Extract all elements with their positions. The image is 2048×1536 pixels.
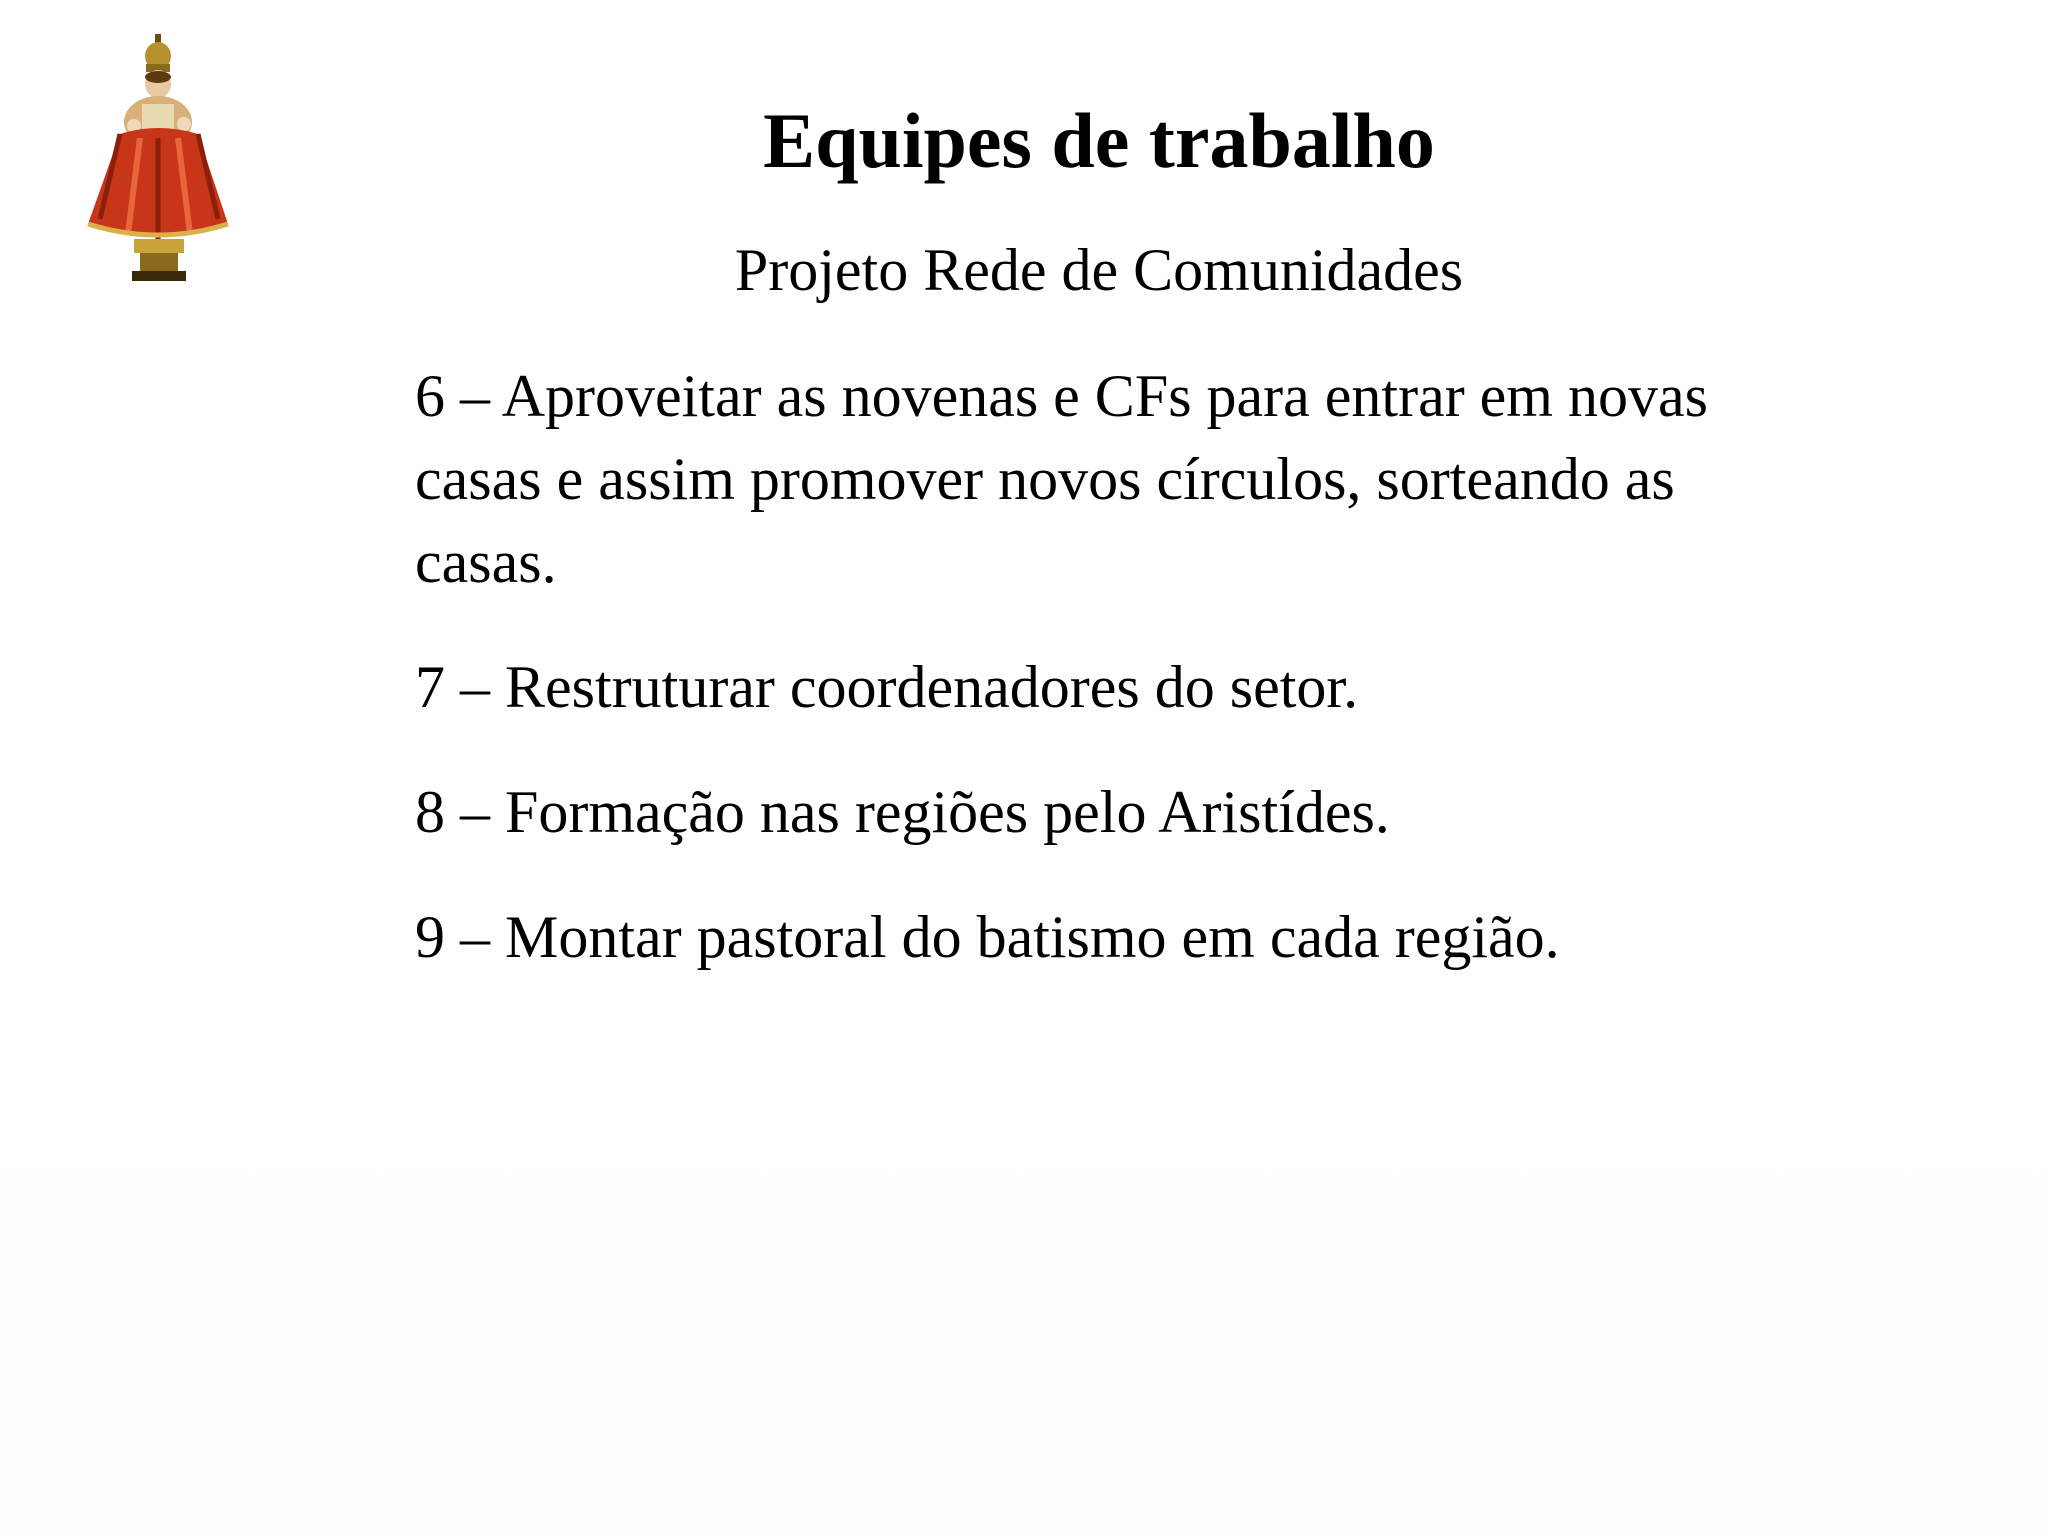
slide-subtitle: Projeto Rede de Comunidades — [734, 237, 1464, 303]
list-item: 9 – Montar pastoral do batismo em cada região. — [415, 904, 1560, 970]
list-item: 6 – Aproveitar as novenas e CFs para entrar em novas casas e assim promover novos círculos, sorteando as casas. — [415, 363, 1708, 595]
item-list — [415, 355, 1755, 1021]
list-item: 7 – Restruturar coordenadores do setor. — [415, 654, 1359, 720]
slide-title: Equipes de trabalho — [763, 97, 1435, 184]
list-item: 8 – Formação nas regiões pelo Aristídes. — [415, 779, 1390, 845]
